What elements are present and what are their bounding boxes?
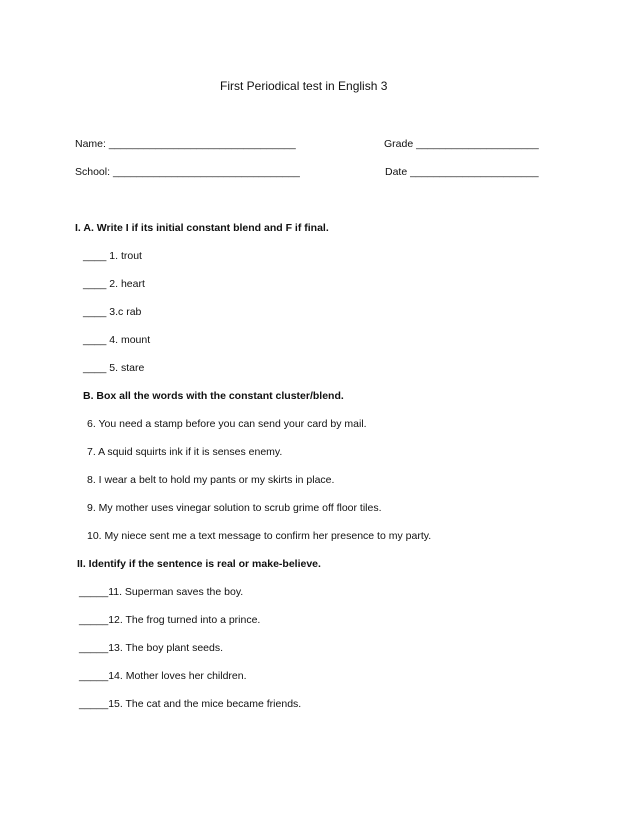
school-field: School: ________________________________ — [75, 166, 300, 178]
list-item: ____ 5. stare — [83, 362, 145, 374]
list-item: 10. My niece sent me a text message to confirm her presence to my party. — [87, 530, 432, 542]
name-field: Name: ________________________________ — [75, 138, 296, 150]
part2-heading: II. Identify if the sentence is real or make-believe. — [77, 558, 321, 570]
list-item: _____15. The cat and the mice became friends. — [79, 698, 302, 710]
list-item: _____12. The frog turned into a prince. — [79, 614, 261, 626]
list-item: _____14. Mother loves her children. — [79, 670, 247, 682]
part1-heading-a: I. A. Write I if its initial constant blend and F if final. — [75, 222, 329, 234]
list-item: _____11. Superman saves the boy. — [79, 586, 244, 598]
list-item: ____ 3.c rab — [83, 306, 142, 318]
list-item: ____ 2. heart — [83, 278, 145, 290]
part1-heading-b: B. Box all the words with the constant cluster/blend. — [83, 390, 344, 402]
list-item: 7. A squid squirts ink if it is senses enemy. — [87, 446, 283, 458]
list-item: 8. I wear a belt to hold my pants or my skirts in place. — [87, 474, 335, 486]
date-field: Date ______________________ — [385, 166, 539, 178]
list-item: 6. You need a stamp before you can send your card by mail. — [87, 418, 367, 430]
list-item: ____ 1. trout — [83, 250, 142, 262]
grade-field: Grade _____________________ — [384, 138, 539, 150]
list-item: _____13. The boy plant seeds. — [79, 642, 224, 654]
list-item: ____ 4. mount — [83, 334, 151, 346]
page-title: First Periodical test in English 3 — [220, 79, 388, 93]
list-item: 9. My mother uses vinegar solution to scrub grime off floor tiles. — [87, 502, 382, 514]
